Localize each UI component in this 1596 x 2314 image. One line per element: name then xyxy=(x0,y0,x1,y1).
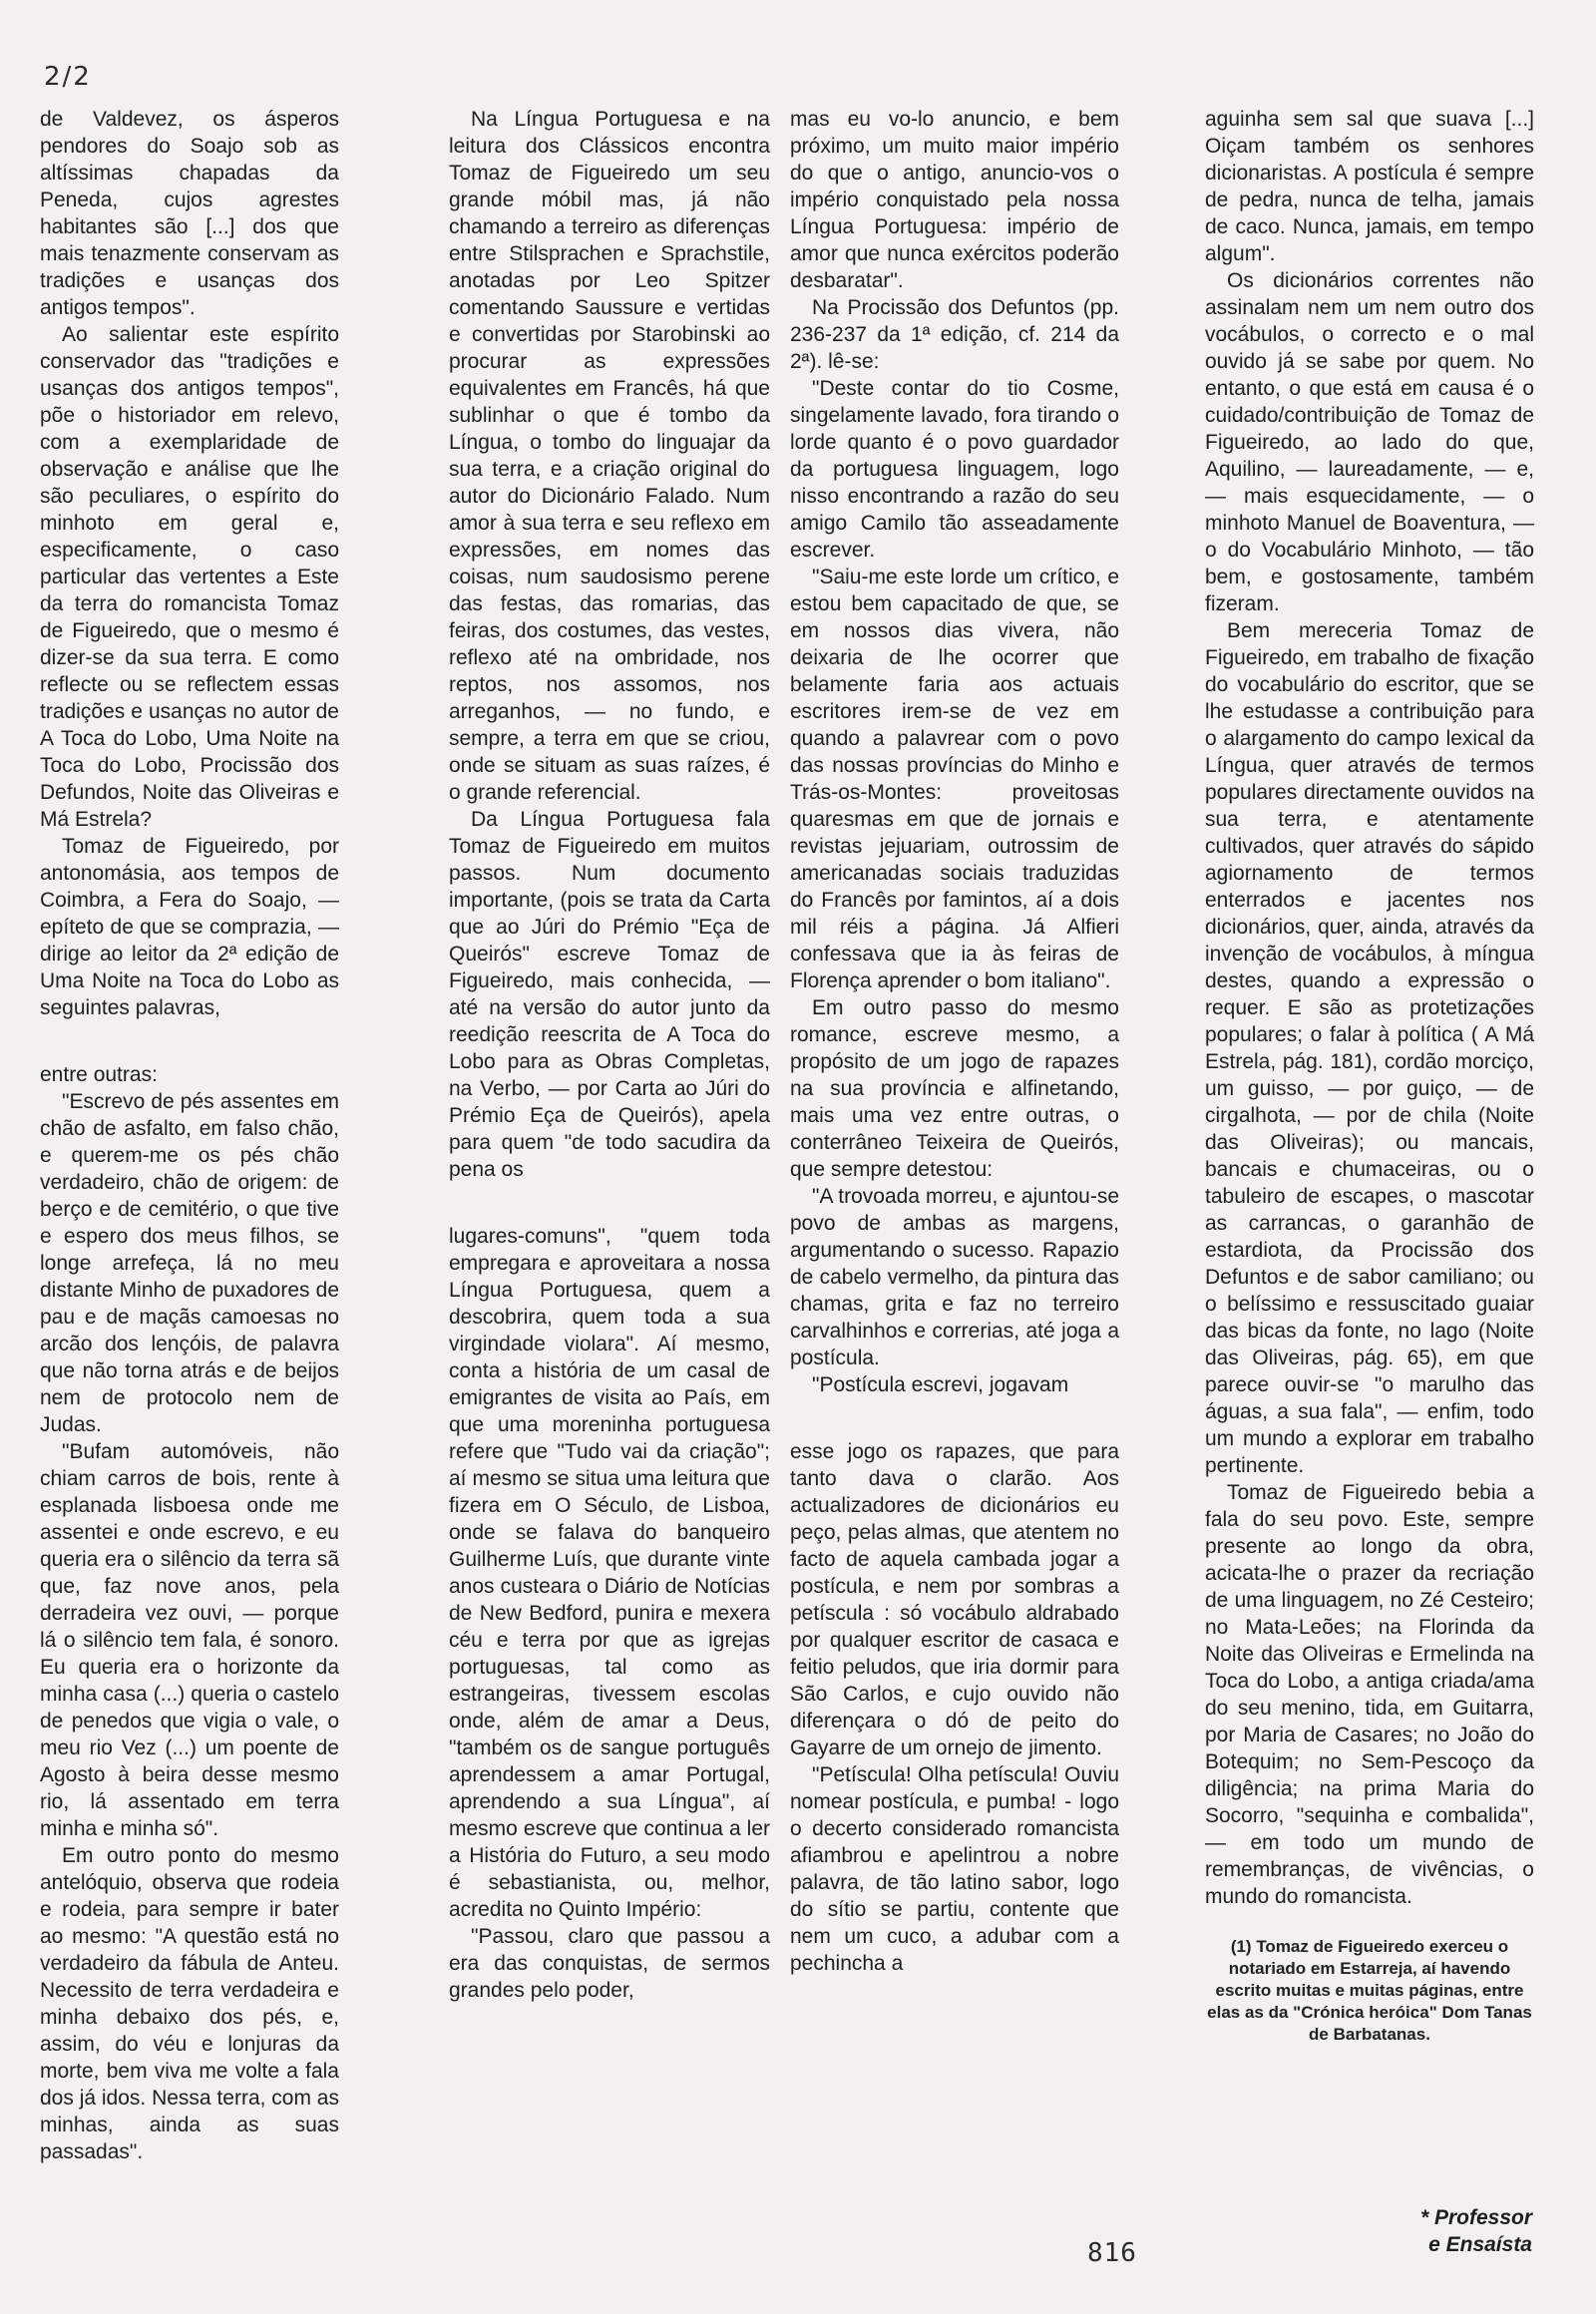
paragraph: esse jogo os rapazes, que para tanto dava o clarão. Aos actualizadores de dicionários eu peço, pelas almas, que atentem no facto de aquela cambada jogar a postícula, e nem por sombras a petíscula : só vocábulo aldrabado por qualquer escritor de casaca e feitio peludos, que iria dormir para São Carlos, e cujo ouvido não diferençara o dó de peito do Gayarre de um ornejo de jimento. xyxy=(790,1440,1119,1759)
paragraph: "Petíscula! Olha petíscula! Ouviu nomear postícula, e pumba! - logo o decerto considerado romancista afiambrou e apelintrou a nobre palavra, de tão latino sabor, logo do sítio se partiu, contente que nem um cuco, a adubar com a pechincha a xyxy=(790,1763,1119,1975)
paragraph: "Escrevo de pés assentes em chão de asfalto, em falso chão, e querem-me os pés chão verdadeiro, chão de origem: de berço e de cemitério, o que tive e espero dos meus filhos, se longe arrefeça, lá no meu distante Minho de puxadores de pau e de maçãs camoesas no arcão dos lençóis, de palavra que não torna atrás e de beijos nem de protocolo nem de Judas. xyxy=(40,1090,339,1436)
paragraph: aguinha sem sal que suava [...] Oiçam também os senhores dicionaristas. A postícula é sempre de pedra, nunca de telha, jamais de caco. Nunca, jamais, em tempo algum". xyxy=(1205,108,1534,265)
paragraph: "Postícula escrevi, jogavam xyxy=(812,1373,1069,1396)
paragraph: de Valdevez, os ásperos pendores do Soajo sob as altíssimas chapadas da Peneda, cujos agrestes habitantes são [...] dos que mais tenazmente conservam as tradições e usanças dos antigos tempos". xyxy=(40,108,339,319)
paragraph: Da Língua Portuguesa fala Tomaz de Figueiredo em muitos passos. Num documento importante, (pois se trata da Carta que ao Júri do Prémio "Eça de Queirós" escreve Tomaz de Figueiredo, mais conhecida, — até na versão do autor junto da reedição reescrita de A Toca do Lobo para as Obras Completas, na Verbo, — por Carta ao Júri do Prémio Eça de Queirós), apela para quem "de todo sacudira da pena os xyxy=(449,808,770,1181)
paragraph: entre outras: xyxy=(40,1063,158,1086)
paragraph: "Passou, claro que passou a era das conquistas, de sermos grandes pelo poder, xyxy=(449,1925,770,2002)
paragraph: "Bufam automóveis, não chiam carros de bois, rente à esplanada lisboesa onde me assentei e onde escrevo, e eu queria era o silêncio da terra sã que, faz nove anos, pela derradeira vez ouvi, — porque lá o silêncio tem fala, é sonoro. Eu queria era o horizonte da minha casa (...) queria o castelo de penedos que vigia o vale, o meu rio Vez (...) um poente de Agosto à beira desse mesmo rio, lá assentado em terra minha e minha só". xyxy=(40,1440,339,1840)
paragraph: mas eu vo-lo anuncio, e bem próximo, um muito maior império do que o antigo, anuncio-vos o império conquistado pela nossa Língua Portuguesa: império de amor que nunca exércitos poderão desbaratar". xyxy=(790,108,1119,292)
paragraph: Na Procissão dos Defuntos (pp. 236-237 da 1ª edição, cf. 214 da 2ª). lê-se: xyxy=(790,296,1119,373)
paragraph: Tomaz de Figueiredo bebia a fala do seu povo. Este, sempre presente ao longo da obra, acicata-lhe o prazer da recriação de uma linguagem, no Zé Cesteiro; no Mata-Leões; na Florinda da Noite das Oliveiras e Ermelinda na Toca do Lobo, a antiga criada/ama do seu menino, tida, em Guitarra, por Maria de Casares; no João do Botequim; no Sem-Pescoço da diligência; na prima Maria do Socorro, "sequinha e combalida", — em todo um mundo de remembranças, de vivências, o mundo do romancista. xyxy=(1205,1481,1534,1908)
text-column-2 xyxy=(449,106,770,2004)
footnote: (1) Tomaz de Figueiredo exerceu o notariado em Estarreja, aí havendo escrito muitas e muitas páginas, entre elas as da "Crónica heróica" Dom Tanas de Barbatanas. xyxy=(1207,1937,1532,2044)
paragraph: Tomaz de Figueiredo, por antonomásia, aos tempos de Coimbra, a Fera do Soajo, — epíteto de que se comprazia, — dirige ao leitor da 2ª edição de Uma Noite na Toca do Lobo as seguintes palavras, xyxy=(40,835,339,1019)
page-marker: 2/2 xyxy=(44,62,92,92)
page-number: 816 xyxy=(1087,2238,1137,2268)
paragraph: Em outro ponto do mesmo antelóquio, observa que rodeia e rodeia, para sempre ir bater ao mesmo: "A questão está no verdadeiro da fábula de Anteu. Necessito de terra verdadeira e minha debaixo dos pés, e, assim, do véu e lonjuras da morte, bem viva me volte a fala dos já idos. Nessa terra, com as minhas, ainda as suas passadas". xyxy=(40,1844,339,2163)
text-column-4 xyxy=(1205,106,1534,2046)
text-column-1 xyxy=(40,106,339,2165)
paragraph: Bem mereceria Tomaz de Figueiredo, em trabalho de fixação do vocabulário do escritor, que se lhe estudasse a contribuição para o alargamento do campo lexical da Língua, quer através de termos populares directamente ouvidos na sua terra, e atentamente cultivados, quer através do sápido agiornamento de termos enterrados e jacentes nos dicionários, quer, ainda, através da invenção de vocábulos, à míngua destes, quando a expressão o requer. E são as protetizações populares; o falar à política ( A Má Estrela, pág. 181), cordão morciço, um guisso, — por guiço, — de cirgalhota, — por de chila (Noite das Oliveiras); ou mancais, bancais e chumaceiras, ou o tabuleiro de escapes, o mascotar as carrancas, o garanhão de estardiota, da Procissão dos Defuntos e de sabor camiliano; ou o belíssimo e ressuscitado guaiar das bicas da fonte, no lago (Noite das Oliveiras, pág. 65), em que parece ouvir-se "o marulho das águas, a sua fala", — enfim, todo um mundo a explorar em trabalho pertinente. xyxy=(1205,619,1534,1477)
paragraph: "Saiu-me este lorde um crítico, e estou bem capacitado de que, se em nossos dias vivera, não deixaria de lhe ocorrer que belamente faria aos actuais escritores irem-se de vez em quando a palavrear com o povo das nossas províncias do Minho e Trás-os-Montes: proveitosas quaresmas em que de jornais e revistas jejuariam, outrossim de americanadas sociais traduzidas do Francês por famintos, aí a dois mil réis a página. Já Alfieri confessava que ia às feiras de Florença aprender o bom italiano". xyxy=(790,566,1119,992)
paragraph: Em outro passo do mesmo romance, escreve mesmo, a propósito de um jogo de rapazes na sua província e alfinetando, mais uma vez entre outras, o conterrâneo Teixeira de Queirós, que sempre detestou: xyxy=(790,996,1119,1181)
paragraph: Ao salientar este espírito conservador das "tradições e usanças dos antigos tempos", põe o historiador em relevo, com a exemplaridade de observação e análise que lhe são peculiares, o espírito do minhoto em geral e, especificamente, o caso particular das vertentes a Este da terra do romancista Tomaz de Figueiredo, que o mesmo é dizer-se da sua terra. E como reflecte ou se reflectem essas tradições e usanças no autor de A Toca do Lobo, Uma Noite na Toca do Lobo, Procissão dos Defundos, Noite das Oliveiras e Má Estrela? xyxy=(40,323,339,831)
text-column-3 xyxy=(790,106,1119,1977)
paragraph: Na Língua Portuguesa e na leitura dos Clássicos encontra Tomaz de Figueiredo um seu grande móbil mas, já não chamando a terreiro as diferenças entre Stilsprachen e Sprachstile, anotadas por Leo Spitzer comentando Saussure e vertidas e convertidas por Starobinski ao procurar as expressões equivalentes em Francês, há que sublinhar o que é tombo da Língua, o tombo do linguajar da sua terra, e a criação original do autor do Dicionário Falado. Num amor à sua terra e seu reflexo em expressões, em nomes das coisas, num saudosismo perene das festas, das romarias, das feiras, dos costumes, das vestes, reflexo até na ombridade, nos reptos, nos assomos, nos arreganhos, — no fundo, e sempre, a terra em que se criou, onde se situam as suas raízes, é o grande referencial. xyxy=(449,108,770,804)
paragraph: "Deste contar do tio Cosme, singelamente lavado, fora tirando o lorde quanto é o povo guardador da portuguesa linguagem, logo nisso encontrando a razão do seu amigo Camilo tão asseadamente escrever. xyxy=(790,377,1119,562)
paragraph: lugares-comuns", "quem toda empregara e aproveitara a nossa Língua Portuguesa, quem a descobrira, quem toda a sua virgindade violara". Aí mesmo, conta a história de um casal de emigrantes de visita ao País, em que uma moreninha portuguesa refere que "Tudo vai da criação"; aí mesmo se situa uma leitura que fizera em O Século, de Lisboa, onde se falava do banqueiro Guilherme Luís, que durante vinte anos custeara o Diário de Notícias de New Bedford, punira e mexera céu e terra por que as igrejas portuguesas, tal como as estrangeiras, tivessem escolas onde, além de amar a Deus, "também os de sangue português aprendessem a amar Portugal, aprendendo a sua Língua", aí mesmo escreve que continua a ler a História do Futuro, a seu modo é sebastianista, ou, melhor, acredita no Quinto Império: xyxy=(449,1225,770,1921)
author-credit-line: * Professor xyxy=(1419,2206,1532,2229)
paragraph: "A trovoada morreu, e ajuntou-se povo de ambas as margens, argumentando o sucesso. Rapazio de cabelo vermelho, da pintura das chamas, grita e faz no terreiro carvalhinhos e correrias, até joga a postícula. xyxy=(790,1185,1119,1369)
paragraph: Os dicionários correntes não assinalam nem um nem outro dos vocábulos, o correcto e o mal ouvido já se sabe por quem. No entanto, o que está em causa é o cuidado/contribuição de Tomaz de Figueiredo, ao lado do que, Aquilino, — laureadamente, — e, — mais esquecidamente, — o minhoto Manuel de Boaventura, — o do Vocabulário Minhoto, — tão bem, e gostosamente, também fizeram. xyxy=(1205,269,1534,615)
author-credit xyxy=(1420,2204,1532,2258)
author-credit-line: e Ensaísta xyxy=(1428,2233,1532,2256)
